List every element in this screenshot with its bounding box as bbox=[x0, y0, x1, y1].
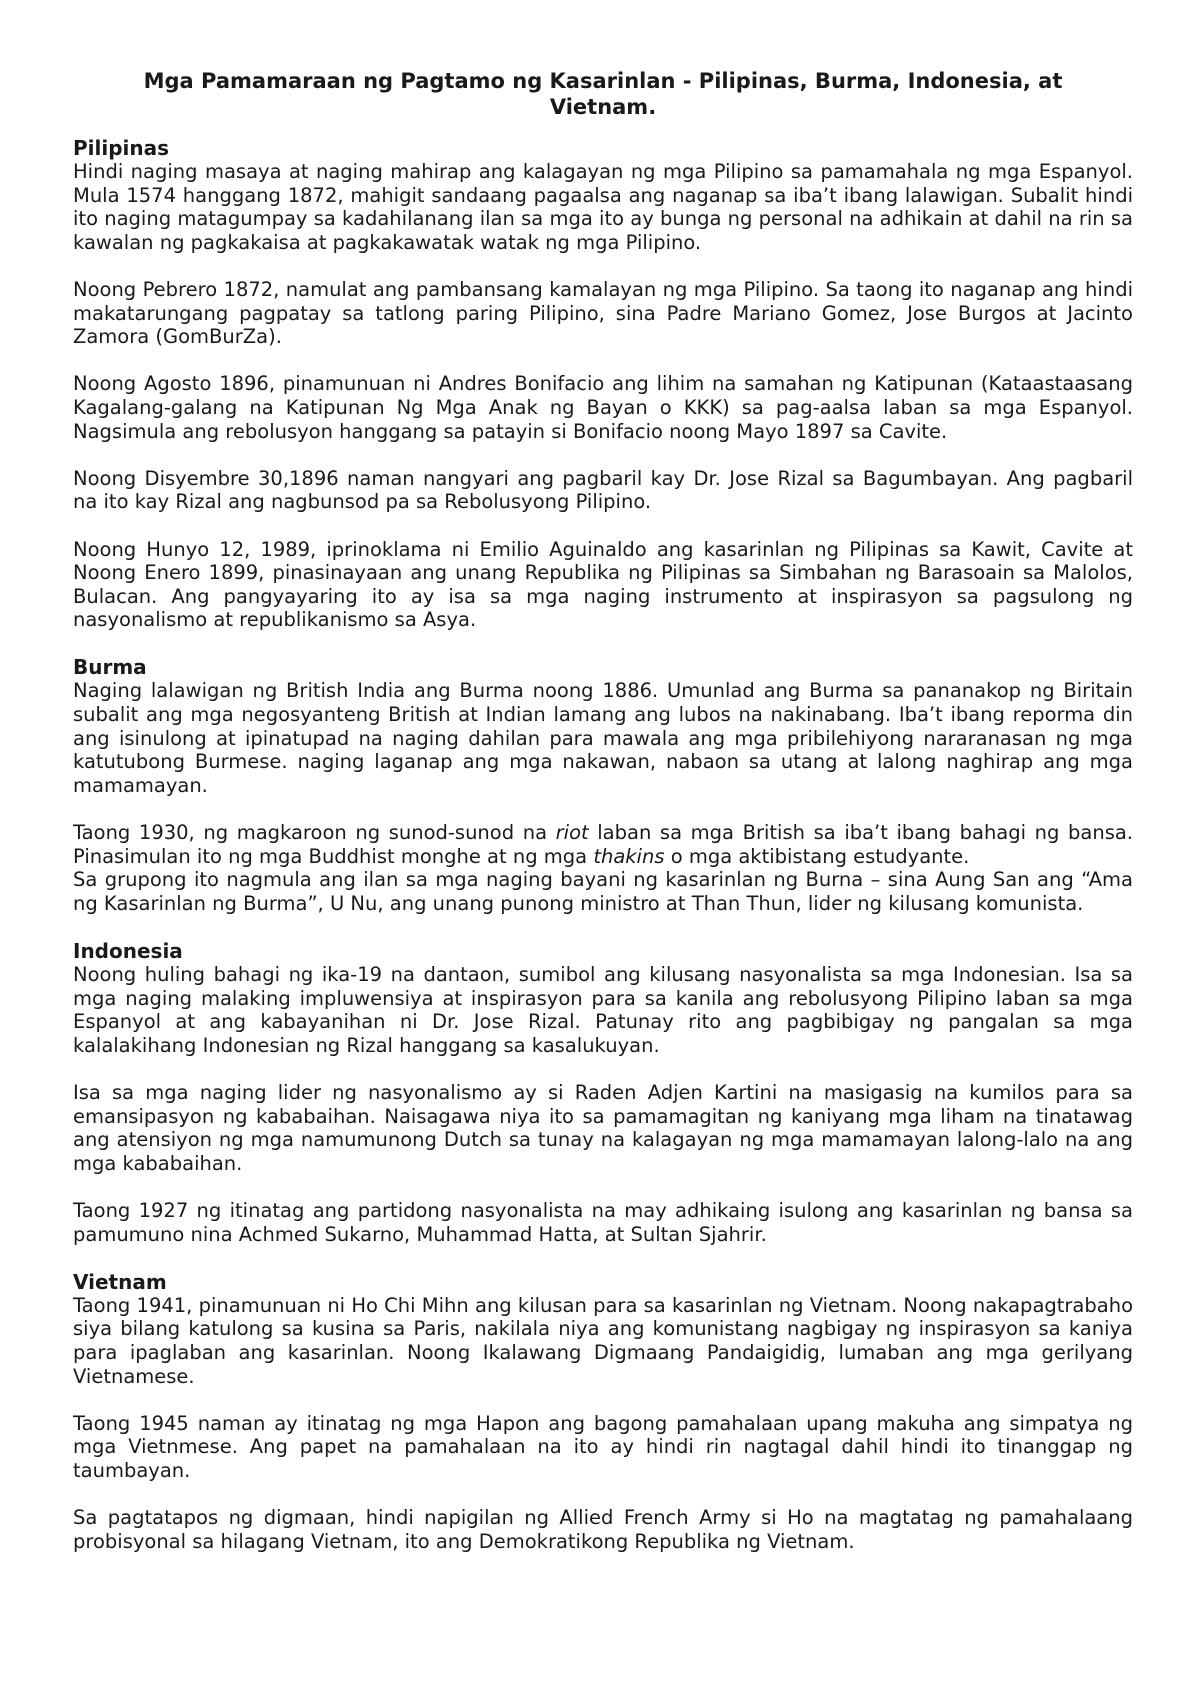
text-run: laban sa mga British sa iba’t ibang bahagi ng bansa. Pinasimulan ito ng mga Buddhist monghe at ng mga bbox=[73, 821, 1133, 868]
paragraph: Noong Pebrero 1872, namulat ang pambansang kamalayan ng mga Pilipino. Sa taong ito naganap ang hindi makatarungang pagpatay sa tatlong paring Pilipino, sina Padre Mariano Gomez, Jose Burgos at Jacinto Zamora (GomBurZa). bbox=[73, 277, 1133, 349]
document-title: Mga Pamamaraan ng Pagtamo ng Kasarinlan - Pilipinas, Burma, Indonesia, at Vietnam. bbox=[143, 69, 1063, 119]
text-run: o mga aktibistang estudyante. bbox=[664, 844, 970, 868]
paragraph: Naging lalawigan ng British India ang Burma noong 1886. Umunlad ang Burma sa pananakop ng Biritain subalit ang mga negosyanteng British at Indian lamang ang lubos na nakinabang. Iba’t ibang reporma din ang isinulong at ipinatupad na naging dahilan para mawala ang mga pribilehiyong nararanasan ng mga katutubong Burmese. naging laganap ang mga nakawan, nabaon sa utang at lalong naghirap ang mga mamamayan. bbox=[73, 679, 1133, 797]
paragraph: Noong huling bahagi ng ika-19 na dantaon, sumibol ang kilusang nasyonalista sa mga Indonesian. Isa sa mga naging malaking impluwensiya at inspirasyon para sa kanila ang rebolusyong Pilipino laban sa mga Espanyol at ang kabayanihan ni Dr. Jose Rizal. Patunay rito ang pagbibigay ng pangalan sa mga kalalakihang Indonesian ng Rizal hanggang sa kasalukuyan. bbox=[73, 963, 1133, 1057]
section-heading-burma: Burma bbox=[73, 655, 147, 680]
document-page bbox=[73, 68, 1133, 1553]
paragraph: Noong Agosto 1896, pinamunuan ni Andres Bonifacio ang lihim na samahan ng Katipunan (Kataastaasang Kagalang-galang na Katipunan Ng Mga Anak ng Bayan o KKK) sa pag-aalsa laban sa mga Espanyol. Nagsimula ang rebolusyon hanggang sa patayin si Bonifacio noong Mayo 1897 sa Cavite. bbox=[73, 372, 1133, 443]
section-heading-pilipinas: Pilipinas bbox=[73, 136, 170, 160]
paragraph: Noong Hunyo 12, 1989, iprinoklama ni Emilio Aguinaldo ang kasarinlan ng Pilipinas sa Kawit, Cavite at Noong Enero 1899, pinasinayaan ang unang Republika ng Pilipinas sa Simbahan ng Barasoain sa Malolos, Bulacan. Ang pangyayaring ito ay isa sa mga naging instrumento at inspirasyon sa pagsulong ng nasyonalismo at republikanismo sa Asya. bbox=[73, 537, 1133, 632]
text-run: Taong 1930, ng magkaroon ng sunod-sunod na bbox=[73, 821, 556, 845]
italic-term: riot bbox=[555, 821, 589, 845]
section-pilipinas bbox=[73, 136, 1133, 632]
section-indonesia bbox=[73, 939, 1133, 1246]
paragraph: Taong 1945 naman ay itinatag ng mga Hapon ang bagong pamahalaan upang makuha ang simpatya ng mga Vietnmese. Ang papet na pamahalaan na ito ay hindi rin nagtagal dahil hindi ito tinanggap ng taumbayan. bbox=[73, 1411, 1133, 1482]
paragraph: Isa sa mga naging lider ng nasyonalismo ay si Raden Adjen Kartini na masigasig na kumilos para sa emansipasyon ng kababaihan. Naisagawa niya ito sa pamamagitan ng kaniyang mga liham na tinatawag ang atensiyon ng mga namumunong Dutch sa tunay na kalagayan ng mga mamamayan lalong-lalo na ang mga kababaihan. bbox=[73, 1080, 1133, 1175]
section-heading-vietnam: Vietnam bbox=[73, 1269, 167, 1294]
section-burma bbox=[73, 655, 1133, 915]
paragraph: Taong 1941, pinamunuan ni Ho Chi Mihn ang kilusan para sa kasarinlan ng Vietnam. Noong nakapagtrabaho siya bilang katulong sa kusina sa Paris, nakilala niya ang komunistang nagbigay ng inspirasyon sa kaniya para ipaglaban ang kasarinlan. Noong Ikalawang Digmaang Pandaigidig, lumaban ang mga gerilyang Vietnamese. bbox=[73, 1293, 1133, 1388]
paragraph: Sa pagtatapos ng digmaan, hindi napigilan ng Allied French Army si Ho na magtatag ng pamahalaang probisyonal sa hilagang Vietnam, ito ang Demokratikong Republika ng Vietnam. bbox=[73, 1506, 1133, 1553]
section-vietnam bbox=[73, 1270, 1133, 1554]
section-heading-indonesia: Indonesia bbox=[73, 939, 183, 963]
paragraph bbox=[73, 821, 1133, 868]
italic-term: thakins bbox=[593, 844, 665, 868]
paragraph: Taong 1927 ng itinatag ang partidong nasyonalista na may adhikaing isulong ang kasarinlan ng bansa sa pamumuno nina Achmed Sukarno, Muhammad Hatta, at Sultan Sjahrir. bbox=[73, 1198, 1133, 1246]
paragraph: Sa grupong ito nagmula ang ilan sa mga naging bayani ng kasarinlan ng Burna – sina Aung San ang “Ama ng Kasarinlan ng Burma”, U Nu, ang unang punong ministro at Than Thun, lider ng kilusang komunista. bbox=[73, 868, 1133, 915]
paragraph: Noong Disyembre 30,1896 naman nangyari ang pagbaril kay Dr. Jose Rizal sa Bagumbayan. Ang pagbaril na ito kay Rizal ang nagbunsod pa sa Rebolusyong Pilipino. bbox=[73, 466, 1133, 514]
paragraph: Hindi naging masaya at naging mahirap ang kalagayan ng mga Pilipino sa pamamahala ng mga Espanyol. Mula 1574 hanggang 1872, mahigit sandaang pagaalsa ang naganap sa iba’t ibang lalawigan. Subalit hindi ito naging matagumpay sa kadahilanang ilan sa mga ito ay bunga ng personal na adhikain at dahil na rin sa kawalan ng pagkakaisa at pagkakawatak watak ng mga Pilipino. bbox=[73, 160, 1133, 254]
